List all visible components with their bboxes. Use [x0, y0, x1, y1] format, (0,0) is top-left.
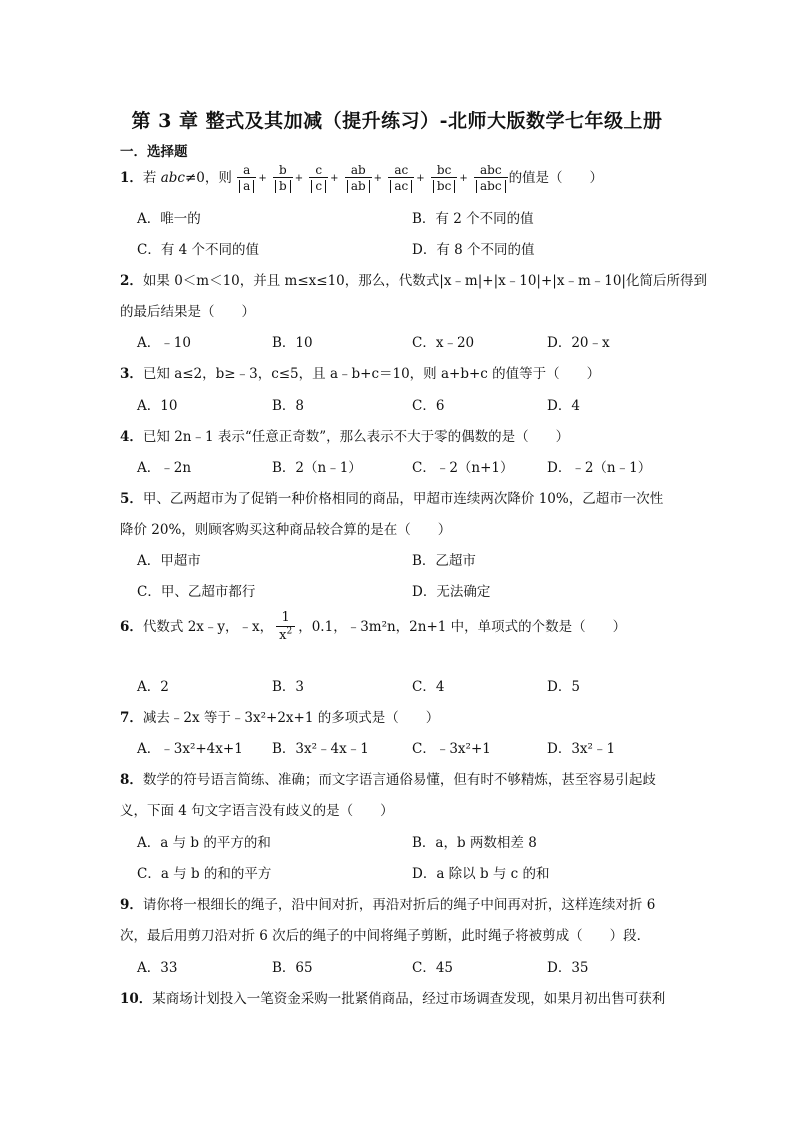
option-a: A．﹣2n	[137, 460, 192, 476]
question-number: 10．	[120, 991, 153, 1007]
question-5-line-2: 降价 20%，则顾客购买这种商品较合算的是在（ ）	[120, 522, 452, 538]
fraction-c: $\frac{c}{c}$	[309, 163, 328, 194]
question-number: 5．	[120, 491, 143, 507]
option-d: D．3x²﹣1	[547, 741, 616, 757]
question-10: 10．某商场计划投入一笔资金采购一批紧俏商品，经过市场调查发现，如果月初出售可获利	[120, 991, 666, 1007]
question-7: 7．减去﹣2x 等于﹣3x²+2x+1 的多项式是（ ）	[120, 710, 440, 726]
option-c: C．45	[412, 960, 454, 976]
option-d: D．﹣2（n﹣1）	[547, 460, 652, 476]
question-2-line-2: 的最后结果是（ ）	[120, 304, 255, 320]
option-b: B．3x²﹣4x﹣1	[272, 741, 369, 757]
option-c: C．4	[412, 679, 445, 695]
option-b: B．乙超市	[412, 553, 476, 569]
fraction-b: $\frac{b}{b}$	[273, 163, 293, 194]
question-number: 7．	[120, 710, 143, 726]
option-b: B．8	[272, 398, 305, 414]
option-b: B．有 2 个不同的值	[412, 211, 534, 227]
question-9: 9．请你将一根细长的绳子，沿中间对折，再沿对折后的绳子中间再对折，这样连续对折 6	[120, 897, 656, 913]
question-number: 6．	[120, 619, 143, 635]
option-c: C．有 4 个不同的值	[137, 242, 260, 258]
fraction-abc: $\frac{\text{abc}}{\text{abc}}$	[474, 163, 508, 194]
option-a: A．唯一的	[137, 211, 201, 227]
fraction-ac: $\frac{ac}{ac}$	[388, 163, 414, 194]
option-b: B．a，b 两数相差 8	[412, 835, 537, 851]
option-a: A．﹣3x²+4x+1	[137, 741, 243, 757]
option-b: B．10	[272, 335, 313, 351]
option-a: A．33	[137, 960, 178, 976]
question-number: 9．	[120, 897, 143, 913]
option-a: A．甲超市	[137, 553, 201, 569]
option-a: A．a 与 b 的平方的和	[137, 835, 271, 851]
option-d: D．20﹣x	[547, 335, 610, 351]
question-3: 3．已知 a≤2，b≥﹣3，c≤5，且 a﹣b+c＝10，则 a+b+c 的值等于（ ）	[120, 366, 601, 382]
option-d: D．4	[547, 398, 580, 414]
option-c: C．x﹣20	[412, 335, 475, 351]
option-b: B．3	[272, 679, 305, 695]
fraction-ab: $\frac{ab}{ab}$	[345, 163, 372, 194]
section-heading: 一．选择题	[120, 144, 188, 160]
question-number: 8．	[120, 772, 143, 788]
question-number: 3．	[120, 366, 143, 382]
question-9-line-2: 次，最后用剪刀沿对折 6 次后的绳子的中间将绳子剪断，此时绳子将被剪成（ ）段．	[120, 928, 651, 944]
question-4: 4．已知 2n﹣1 表示“任意正奇数”，那么表示不大于零的偶数的是（ ）	[120, 429, 570, 445]
fraction-a: $\frac{a}{a}$	[237, 163, 256, 194]
option-d: D．无法确定	[412, 584, 491, 600]
question-number: 1．	[120, 170, 143, 186]
question-number: 2．	[120, 273, 143, 289]
fraction-bc: $\frac{bc}{bc}$	[431, 163, 457, 194]
option-a: A．10	[137, 398, 178, 414]
question-1: 1．若 abc≠0，则 $\frac{a}{a}$ + $\frac{b}{b}$ + $\frac{c}{c}$ + $\frac{ab}{ab}$ + $\frac{ac}{ac}$ + $\frac{bc}{bc}$ + $\frac{\text{abc}}{\text{abc}}$ 的值是（ ）	[120, 163, 604, 193]
question-number: 4．	[120, 429, 143, 445]
option-a: A．﹣10	[137, 335, 191, 351]
option-b: B．65	[272, 960, 313, 976]
question-6: 6．代数式 2x﹣y，﹣x， $\frac{1}{x^2}$ ，0.1，﹣3m²n，2n+1 中，单项式的个数是（ ）	[120, 610, 627, 643]
option-c: C．6	[412, 398, 445, 414]
question-8-line-2: 义，下面 4 句文字语言没有歧义的是（ ）	[120, 803, 394, 819]
option-a: A．2	[137, 679, 169, 695]
option-c: C．a 与 b 的和的平方	[137, 866, 272, 882]
option-d: D．5	[547, 679, 580, 695]
question-8: 8．数学的符号语言简练、准确；而文字语言通俗易懂，但有时不够精炼，甚至容易引起歧	[120, 772, 656, 788]
option-d: D．35	[547, 960, 589, 976]
option-c: C．甲、乙超市都行	[137, 584, 256, 600]
question-2: 2．如果 0＜m＜10，并且 m≤x≤10，那么，代数式|x﹣m|+|x﹣10|+|x﹣m﹣10|化简后所得到	[120, 273, 707, 289]
option-c: C．﹣2（n+1）	[412, 460, 514, 476]
question-5: 5．甲、乙两超市为了促销一种价格相同的商品，甲超市连续两次降价 10%，乙超市一次性	[120, 491, 664, 507]
page-title: 第 3 章 整式及其加减（提升练习）-北师大版数学七年级上册	[131, 110, 663, 132]
option-d: D．a 除以 b 与 c 的和	[412, 866, 550, 882]
fraction-one-over-x-squared: $\frac{1}{x^2}$	[276, 610, 295, 645]
option-b: B．2（n﹣1）	[272, 460, 362, 476]
option-d: D．有 8 个不同的值	[412, 242, 535, 258]
option-c: C．﹣3x²+1	[412, 741, 491, 757]
